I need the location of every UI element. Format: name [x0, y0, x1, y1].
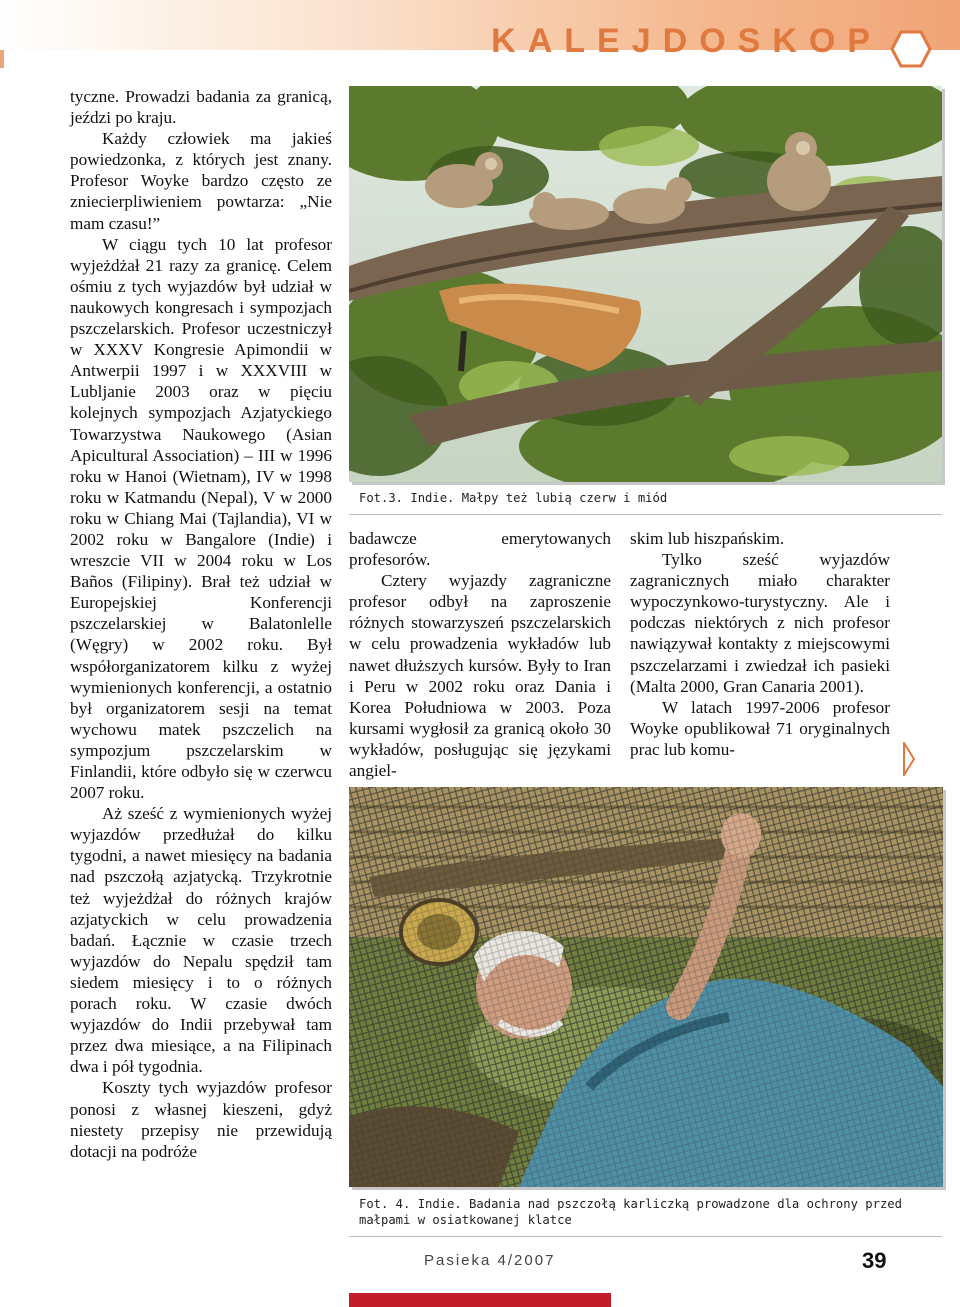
- footer-red-bar: [349, 1293, 611, 1307]
- paragraph: badawcze emerytowanych profesorów.: [349, 529, 611, 570]
- page-number: 39: [862, 1248, 887, 1273]
- triangle-arrow-icon: [903, 742, 915, 776]
- paragraph: tyczne. Prowadzi badania za granicą, jeździ po kraju.: [70, 87, 332, 128]
- paragraph: Koszty tych wyjazdów profesor ponosi z własnej kieszeni, gdyż niestety przepisy nie przewidują dotacji na podróże: [70, 1078, 332, 1161]
- paragraph: Aż sześć z wymienionych wyżej wyjazdów przedłużał do kilku tygodni, a nawet miesięcy na badania nad pszczołą azjatycką. Trzykrotnie też wyjeżdżał do różnych krajów azjatyckich w celu prowadzenia badań. Łącznie w czasie trzech wyjazdów do Nepalu spędził tam siedem miesięcy i to o różnych porach roku. W czasie dwóch wyjazdów do Indii przebywał tam przez dwa miesiące, a na Filipinach dwa i pół tygodnia.: [70, 804, 332, 1077]
- paragraph: W latach 1997-2006 profesor Woyke opublikował 71 oryginalnych prac lub komu-: [630, 697, 890, 759]
- text-column-middle: [349, 528, 611, 781]
- paragraph: Każdy człowiek ma jakieś powiedzonka, z których jest znany. Profesor Woyke bardzo często ze zniecierpliwieniem powtarza: „Nie mam czasu!”: [70, 129, 332, 233]
- text-column-left: [70, 86, 332, 1162]
- paragraph: W ciągu tych 10 lat profesor wyjeżdżał 21 razy za granicę. Celem ośmiu z tych wyjazdów był udział w naukowych kongresach i sympozjach pszczelarskich. Profesor uczestniczył w XXXV Kongresie Apimondii w Antwerpii 1997 i w XXXVIII w Lubljanie 2003 oraz w pięciu kolejnych sympozjach Azjatyckiego Towarzystwa Naukowego (Asian Apicultural Association) – III w 1996 roku w Hanoi (Wietnam), IV w 1998 roku w Katmandu (Nepal), V w 2000 roku w Chiang Mai (Tajlandia), VI w 2002 roku w Bangalore (Indie) i wreszcie VII w 2004 roku w Los Baños (Filipiny). Brał też udział w Europejskiej Konferencji pszczelarskiej w Balatonlelle (Węgry) w 2002 roku. Był współorganizatorem kilku z wyżej wymienionych konferencji, a ostatnio był organizatorem sesji na temat wychowu matek pszczelich na sympozjum pszczelarskim w Finlandii, które odbyło się w czerwcu 2007 roku.: [70, 234, 332, 803]
- photo-researcher-in-mesh-cage: [349, 787, 943, 1187]
- paragraph: skim lub hiszpańskim.: [630, 529, 785, 548]
- caption-divider: [349, 514, 942, 515]
- photo-monkeys-in-tree: [349, 86, 942, 482]
- section-title: KALEJDOSKOP: [491, 22, 882, 60]
- journal-issue: Pasieka 4/2007: [424, 1252, 556, 1269]
- margin-mark: [0, 50, 4, 68]
- hexagon-icon: [890, 28, 932, 70]
- figure-caption-4: Fot. 4. Indie. Badania nad pszczołą karliczką prowadzone dla ochrony przed małpami w osiatkowanej klatce: [359, 1197, 902, 1227]
- paragraph: Cztery wyjazdy zagraniczne profesor odbył na zaproszenie różnych stowarzyszeń pszczelarskich w celu prowadzenia wykładów lub nawet dłuższych kursów. Były to Iran i Peru w 2002 roku oraz Dania i Korea Południowa w 2003. Poza kursami wygłosił za granicą około 30 wykładów, posługując się językami angiel-: [349, 571, 611, 781]
- text-column-right: [630, 528, 890, 760]
- footer-divider: [349, 1236, 942, 1237]
- figure-caption-3: Fot.3. Indie. Małpy też lubią czerw i miód: [359, 491, 668, 505]
- paragraph: Tylko sześć wyjazdów zagranicznych miało charakter wypoczynkowo-turystyczny. Ale i podczas niektórych z nich profesor nawiązywał kontakty z miejscowymi pszczelarzami i zwiedzał ich pasieki (Malta 2000, Gran Canaria 2001).: [630, 550, 890, 696]
